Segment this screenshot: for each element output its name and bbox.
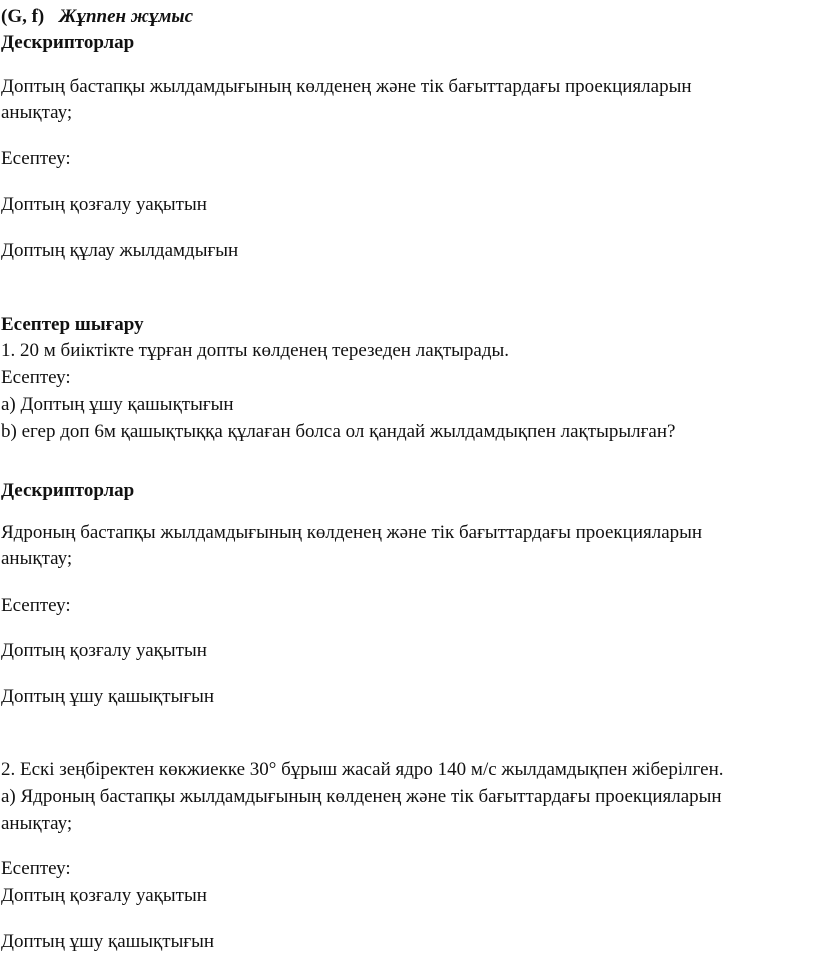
problem-1-part-a: а) Доптың ұшу қашықтығын [1, 394, 234, 415]
problem-2-item-1: Доптың қозғалу уақытын [1, 885, 207, 906]
problem-2-calc-label: Есептеу: [1, 858, 71, 879]
calc-label-1: Есептеу: [1, 148, 71, 169]
problem-2-part-a-line-1: а) Ядроның бастапқы жылдамдығының көлденең және тік бағыттардағы проекцияларын [1, 786, 722, 807]
descriptors-heading-2: Дескрипторлар [1, 480, 135, 501]
calc-item-2-2: Доптың ұшу қашықтығын [1, 686, 215, 707]
calc-label-2: Есептеу: [1, 595, 71, 616]
problem-2-part-a-line-2: анықтау; [1, 813, 73, 834]
problem-1-part-b: b) егер доп 6м қашықтыққа құлаған болса ол қандай жылдамдықпен лақтырылған? [1, 421, 676, 442]
descriptor-2-line-2: анықтау; [1, 548, 73, 569]
problem-1-text: 1. 20 м биіктікте тұрған допты көлденең терезеден лақтырады. [1, 340, 510, 361]
calc-item-1-1: Доптың қозғалу уақытын [1, 194, 207, 215]
descriptors-heading-1: Дескрипторлар [1, 32, 135, 53]
task-label [1, 6, 193, 28]
task-label-prefix: (G, f) [1, 6, 45, 27]
descriptor-1-line-2: анықтау; [1, 102, 73, 123]
problems-heading: Есептер шығару [1, 314, 144, 335]
task-label-title: Жұппен жұмыс [59, 6, 194, 27]
problem-2-text: 2. Ескі зеңбіректен көкжиекке 30° бұрыш жасай ядро 140 м/с жылдамдықпен жіберілген. [1, 759, 724, 780]
problem-1-calc-label: Есептеу: [1, 367, 71, 388]
descriptor-2-line-1: Ядроның бастапқы жылдамдығының көлденең және тік бағыттардағы проекцияларын [1, 522, 703, 543]
calc-item-2-1: Доптың қозғалу уақытын [1, 640, 207, 661]
descriptor-1-line-1: Доптың бастапқы жылдамдығының көлденең және тік бағыттардағы проекцияларын [1, 76, 692, 97]
calc-item-1-2: Доптың құлау жылдамдығын [1, 240, 239, 261]
problem-2-item-2: Доптың ұшу қашықтығын [1, 931, 215, 952]
